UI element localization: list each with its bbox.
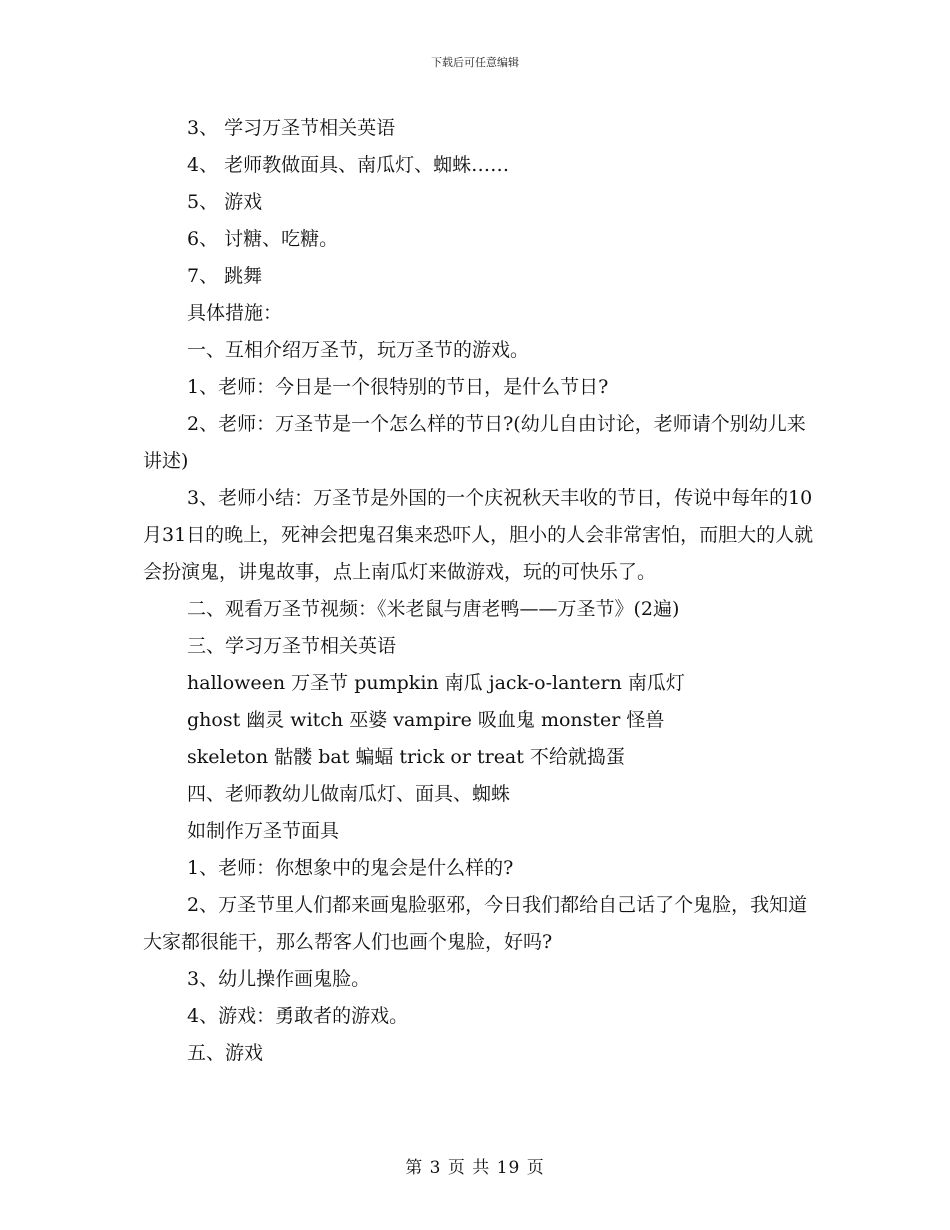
vocabulary-line: skeleton 骷髅 bat 蝙蝠 trick or treat 不给就捣蛋 <box>187 746 625 768</box>
list-item: 7、 跳舞 <box>187 265 263 287</box>
paragraph: 2、万圣节里人们都来画鬼脸驱邪，今日我们都给自己话了个鬼脸，我知道大家都很能干，那么帮客人们也画个鬼脸，好吗? <box>143 894 808 953</box>
vocabulary-line: halloween 万圣节 pumpkin 南瓜 jack-o-lantern 南瓜灯 <box>187 672 685 694</box>
section-heading: 五、游戏 <box>187 1042 264 1064</box>
list-item: 3、 学习万圣节相关英语 <box>187 117 396 139</box>
section-heading: 一、互相介绍万圣节，玩万圣节的游戏。 <box>187 339 530 361</box>
paragraph: 3、幼儿操作画鬼脸。 <box>187 968 371 990</box>
document-body <box>143 110 823 1072</box>
section-heading: 具体措施： <box>187 302 283 324</box>
vocabulary-line: ghost 幽灵 witch 巫婆 vampire 吸血鬼 monster 怪兽 <box>187 709 665 731</box>
list-item: 6、 讨糖、吃糖。 <box>187 228 339 250</box>
section-heading: 二、观看万圣节视频：《米老鼠与唐老鸭——万圣节》(2遍) <box>187 598 680 620</box>
page-header-note: 下载后可任意编辑 <box>431 56 519 69</box>
list-item: 4、 老师教做面具、南瓜灯、蜘蛛…… <box>187 154 510 176</box>
section-heading: 四、老师教幼儿做南瓜灯、面具、蜘蛛 <box>187 783 511 805</box>
paragraph: 3、老师小结：万圣节是外国的一个庆祝秋天丰收的节日，传说中每年的10月31日的晚上，死神会把鬼召集来恐吓人，胆小的人会非常害怕，而胆大的人就会扮演鬼，讲鬼故事，点上南瓜灯来做游戏，玩的可快乐了。 <box>143 487 814 583</box>
paragraph: 如制作万圣节面具 <box>187 820 340 842</box>
paragraph: 2、老师：万圣节是一个怎么样的节日?(幼儿自由讨论，老师请个别幼儿来讲述) <box>143 413 806 472</box>
page-number: 第 3 页 共 19 页 <box>405 1158 545 1178</box>
list-item: 5、 游戏 <box>187 191 263 213</box>
paragraph: 1、老师：今日是一个很特别的节日，是什么节日? <box>187 376 609 398</box>
paragraph: 4、游戏：勇敢者的游戏。 <box>187 1005 409 1027</box>
paragraph: 1、老师：你想象中的鬼会是什么样的? <box>187 857 514 879</box>
section-heading: 三、学习万圣节相关英语 <box>187 635 397 657</box>
